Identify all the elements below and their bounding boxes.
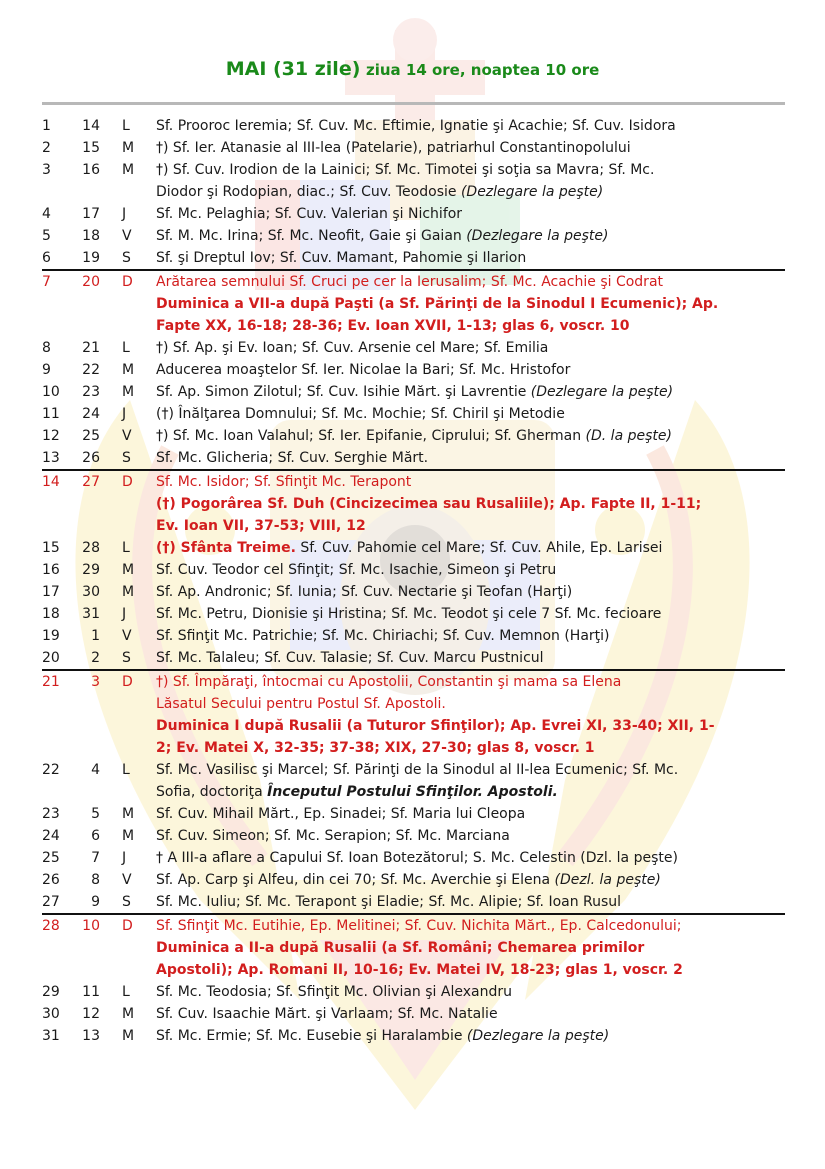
- day-number: 19: [42, 628, 60, 644]
- day-number: 23: [42, 806, 60, 822]
- day-number: 16: [42, 562, 60, 578]
- old-style-day: 13: [82, 1028, 100, 1044]
- old-style-day: 21: [82, 340, 100, 356]
- saints-text: †) Sf. Ap. şi Ev. Ioan; Sf. Cuv. Arsenie cel Mare; Sf. Emilia: [156, 340, 549, 356]
- calendar-row: [42, 759, 785, 803]
- calendar-row: [42, 269, 785, 337]
- day-number: 25: [42, 850, 60, 866]
- weekday: S: [122, 650, 131, 666]
- day-saints: [156, 447, 785, 469]
- saints-text: Sf. Sfinţit Mc. Eutihie, Ep. Melitinei; Sf. Cuv. Nichita Mărt., Ep. Calcedonului;: [156, 918, 682, 934]
- day-number: 30: [42, 1006, 60, 1022]
- weekday: M: [122, 362, 135, 378]
- calendar-row: [42, 159, 785, 203]
- sunday-readings: Duminica I după Rusalii (a Tuturor Sfinţilor); Ap. Evrei XI, 33-40; XII, 1-: [156, 718, 715, 734]
- day-number: 26: [42, 872, 60, 888]
- day-number: 12: [42, 428, 60, 444]
- weekday: V: [122, 428, 132, 444]
- saints-text: Sf. Cuv. Isaachie Mărt. şi Varlaam; Sf. Mc. Natalie: [156, 1006, 498, 1022]
- calendar-row: [42, 981, 785, 1003]
- day-saints: [156, 559, 785, 581]
- saints-text: Sf. Ap. Andronic; Sf. Iunia; Sf. Cuv. Nectarie şi Teofan (Harţi): [156, 584, 573, 600]
- fasting-start-note: Începutul Postului Sfinţilor. Apostoli.: [267, 784, 558, 800]
- day-saints: [156, 537, 785, 559]
- calendar-row: [42, 581, 785, 603]
- weekday: J: [122, 606, 127, 622]
- day-number: 8: [42, 340, 51, 356]
- day-number: 9: [42, 362, 51, 378]
- header-divider: [42, 102, 785, 105]
- day-number: 14: [42, 474, 60, 490]
- day-saints: [156, 869, 785, 891]
- day-saints: [156, 225, 785, 247]
- old-style-day: 6: [91, 828, 100, 844]
- weekday: M: [122, 1006, 135, 1022]
- saints-text: Sf. Sfinţit Mc. Patrichie; Sf. Mc. Chiriachi; Sf. Cuv. Memnon (Harţi): [156, 628, 610, 644]
- old-style-day: 18: [82, 228, 100, 244]
- calendar-row: [42, 203, 785, 225]
- old-style-day: 17: [82, 206, 100, 222]
- day-number: 15: [42, 540, 60, 556]
- day-saints: [156, 671, 785, 759]
- day-night-info: ziua 14 ore, noaptea 10 ore: [365, 61, 600, 79]
- old-style-day: 4: [91, 762, 100, 778]
- saints-text: Sf. Cuv. Pahomie cel Mare; Sf. Cuv. Ahile, Ep. Larisei: [300, 540, 663, 556]
- day-saints: [156, 981, 785, 1003]
- weekday: J: [122, 206, 127, 222]
- day-number: 27: [42, 894, 60, 910]
- saints-text: Sf. Mc. Teodosia; Sf. Sfinţit Mc. Olivian şi Alexandru: [156, 984, 512, 1000]
- saints-text: Sf. Mc. Talaleu; Sf. Cuv. Talasie; Sf. Cuv. Marcu Pustnicul: [156, 650, 544, 666]
- fasting-note: (Dezl. la peşte): [554, 872, 661, 888]
- day-saints: [156, 759, 785, 803]
- day-saints: [156, 403, 785, 425]
- old-style-day: 9: [91, 894, 100, 910]
- day-saints: [156, 1025, 785, 1047]
- calendar-row: [42, 381, 785, 403]
- day-saints: [156, 603, 785, 625]
- calendar-row: [42, 469, 785, 537]
- page-title: [0, 58, 825, 80]
- weekday: V: [122, 228, 132, 244]
- saints-text: †) Sf. Ier. Atanasie al III-lea (Patelarie), patriarhul Constantinopolului: [156, 140, 631, 156]
- old-style-day: 15: [82, 140, 100, 156]
- saints-text: Aducerea moaştelor Sf. Ier. Nicolae la Bari; Sf. Mc. Hristofor: [156, 362, 571, 378]
- day-saints: [156, 647, 785, 669]
- fasting-note: (D. la peşte): [585, 428, 672, 444]
- old-style-day: 12: [82, 1006, 100, 1022]
- day-saints: [156, 115, 785, 137]
- weekday: D: [122, 274, 133, 290]
- day-saints: [156, 581, 785, 603]
- old-style-day: 23: [82, 384, 100, 400]
- saints-text: †) Sf. Cuv. Irodion de la Lainici; Sf. Mc. Timotei şi soţia sa Mavra; Sf. Mc.: [156, 162, 655, 178]
- weekday: S: [122, 250, 131, 266]
- old-style-day: 29: [82, 562, 100, 578]
- feast-name: (†) Sfânta Treime.: [156, 540, 296, 556]
- saints-text: (†) Înălţarea Domnului; Sf. Mc. Mochie; Sf. Chiril şi Metodie: [156, 406, 565, 422]
- saints-text: Sf. Ap. Simon Zilotul; Sf. Cuv. Isihie Mărt. şi Lavrentie: [156, 384, 527, 400]
- day-saints: [156, 381, 785, 403]
- calendar-row: [42, 869, 785, 891]
- old-style-day: 3: [91, 674, 100, 690]
- weekday: D: [122, 674, 133, 690]
- calendar-row: [42, 115, 785, 137]
- calendar-row: [42, 1025, 785, 1047]
- calendar-row: [42, 603, 785, 625]
- weekday: D: [122, 918, 133, 934]
- calendar-row: [42, 825, 785, 847]
- weekday: L: [122, 540, 130, 556]
- calendar-row: [42, 425, 785, 447]
- day-saints: [156, 203, 785, 225]
- calendar-row: [42, 625, 785, 647]
- calendar-row: [42, 559, 785, 581]
- day-saints: [156, 247, 785, 269]
- saints-text-continued: Lăsatul Secului pentru Postul Sf. Apostoli.: [156, 696, 446, 712]
- weekday: D: [122, 474, 133, 490]
- weekday: L: [122, 118, 130, 134]
- calendar-row: [42, 447, 785, 469]
- fasting-note: (Dezlegare la peşte): [466, 228, 609, 244]
- old-style-day: 5: [91, 806, 100, 822]
- old-style-day: 19: [82, 250, 100, 266]
- day-saints: [156, 803, 785, 825]
- old-style-day: 28: [82, 540, 100, 556]
- day-saints: [156, 915, 785, 981]
- weekday: M: [122, 162, 135, 178]
- weekday: V: [122, 628, 132, 644]
- fasting-note: (Dezlegare la peşte): [460, 184, 604, 200]
- day-number: 5: [42, 228, 51, 244]
- saints-text: Sf. Mc. Petru, Dionisie şi Hristina; Sf. Mc. Teodot şi cele 7 Sf. Mc. fecioare: [156, 606, 662, 622]
- sunday-readings: Duminica a VII-a după Paşti (a Sf. Părinţi de la Sinodul I Ecumenic); Ap.: [156, 296, 719, 312]
- calendar-row: [42, 359, 785, 381]
- day-number: 22: [42, 762, 60, 778]
- day-number: 20: [42, 650, 60, 666]
- day-saints: [156, 625, 785, 647]
- fasting-note: (Dezlegare la peşte): [466, 1028, 610, 1044]
- sunday-readings-continued: Ev. Ioan VII, 37-53; VIII, 12: [156, 518, 366, 534]
- day-number: 10: [42, 384, 60, 400]
- calendar-row: [42, 847, 785, 869]
- day-number: 3: [42, 162, 51, 178]
- day-saints: [156, 159, 785, 203]
- saints-text: Sf. Mc. Pelaghia; Sf. Cuv. Valerian şi Nichifor: [156, 206, 463, 222]
- old-style-day: 20: [82, 274, 100, 290]
- day-number: 24: [42, 828, 60, 844]
- day-saints: [156, 471, 785, 537]
- old-style-day: 26: [82, 450, 100, 466]
- day-number: 2: [42, 140, 51, 156]
- calendar-row: [42, 669, 785, 759]
- old-style-day: 22: [82, 362, 100, 378]
- day-number: 28: [42, 918, 60, 934]
- saints-text: Sf. Mc. Iuliu; Sf. Mc. Terapont şi Eladie; Sf. Mc. Alipie; Sf. Ioan Rusul: [156, 894, 622, 910]
- weekday: M: [122, 140, 135, 156]
- fasting-note: (Dezlegare la peşte): [530, 384, 674, 400]
- calendar-row: [42, 337, 785, 359]
- old-style-day: 31: [82, 606, 100, 622]
- sunday-readings-continued: Apostoli); Ap. Romani II, 10-16; Ev. Matei IV, 18-23; glas 1, voscr. 2: [156, 962, 683, 978]
- old-style-day: 7: [91, 850, 100, 866]
- day-saints: [156, 1003, 785, 1025]
- weekday: M: [122, 806, 135, 822]
- old-style-day: 1: [91, 628, 100, 644]
- saints-text: Sf. Mc. Isidor; Sf. Sfinţit Mc. Terapont: [156, 474, 412, 490]
- day-number: 6: [42, 250, 51, 266]
- weekday: J: [122, 850, 127, 866]
- day-number: 18: [42, 606, 60, 622]
- day-number: 1: [42, 118, 51, 134]
- saints-text: Sf. Mc. Glicheria; Sf. Cuv. Serghie Mărt.: [156, 450, 429, 466]
- saints-text: Sf. Cuv. Simeon; Sf. Mc. Serapion; Sf. Mc. Marciana: [156, 828, 510, 844]
- sunday-readings: Duminica a II-a după Rusalii (a Sf. Români; Chemarea primilor: [156, 940, 645, 956]
- old-style-day: 25: [82, 428, 100, 444]
- saints-text: Sf. Cuv. Teodor cel Sfinţit; Sf. Mc. Isachie, Simeon şi Petru: [156, 562, 557, 578]
- calendar-row: [42, 537, 785, 559]
- day-saints: [156, 847, 785, 869]
- day-saints: [156, 271, 785, 337]
- day-saints: [156, 337, 785, 359]
- calendar-row: [42, 403, 785, 425]
- weekday: V: [122, 872, 132, 888]
- saints-text: Sf. Cuv. Mihail Mărt., Ep. Sinadei; Sf. Maria lui Cleopa: [156, 806, 526, 822]
- old-style-day: 10: [82, 918, 100, 934]
- day-number: 21: [42, 674, 60, 690]
- weekday: M: [122, 562, 135, 578]
- weekday: S: [122, 894, 131, 910]
- day-saints: [156, 425, 785, 447]
- weekday: M: [122, 584, 135, 600]
- calendar-row: [42, 803, 785, 825]
- weekday: S: [122, 450, 131, 466]
- sunday-readings-continued: Fapte XX, 16-18; 28-36; Ev. Ioan XVII, 1-13; glas 6, voscr. 10: [156, 318, 630, 334]
- saints-text: Sf. Prooroc Ieremia; Sf. Cuv. Mc. Eftimie, Ignatie şi Acachie; Sf. Cuv. Isidora: [156, 118, 676, 134]
- day-number: 31: [42, 1028, 60, 1044]
- old-style-day: 2: [91, 650, 100, 666]
- saints-text: Sf. Mc. Vasilisc şi Marcel; Sf. Părinţi de la Sinodul al II-lea Ecumenic; Sf. Mc.: [156, 762, 679, 778]
- saints-text: †) Sf. Împăraţi, întocmai cu Apostolii, Constantin şi mama sa Elena: [156, 674, 622, 690]
- saints-text: † A III-a aflare a Capului Sf. Ioan Botezătorul; S. Mc. Celestin (Dzl. la peşte): [156, 850, 678, 866]
- calendar-row: [42, 247, 785, 269]
- saints-text: Sf. M. Mc. Irina; Sf. Mc. Neofit, Gaie şi Gaian: [156, 228, 462, 244]
- day-number: 11: [42, 406, 60, 422]
- old-style-day: 27: [82, 474, 100, 490]
- calendar-row: [42, 137, 785, 159]
- calendar-row: [42, 647, 785, 669]
- weekday: L: [122, 984, 130, 1000]
- day-saints: [156, 891, 785, 913]
- day-saints: [156, 137, 785, 159]
- sunday-readings-continued: 2; Ev. Matei X, 32-35; 37-38; XIX, 27-30; glas 8, voscr. 1: [156, 740, 595, 756]
- saints-text: †) Sf. Mc. Ioan Valahul; Sf. Ier. Epifanie, Ciprului; Sf. Gherman: [156, 428, 582, 444]
- day-number: 13: [42, 450, 60, 466]
- saints-text-continued: Diodor şi Rodopian, diac.; Sf. Cuv. Teodosie: [156, 184, 457, 200]
- sunday-readings: (†) Pogorârea Sf. Duh (Cincizecimea sau Rusaliile); Ap. Fapte II, 1-11;: [156, 496, 702, 512]
- weekday: J: [122, 406, 127, 422]
- weekday: L: [122, 340, 130, 356]
- saints-text-continued: Sofia, doctoriţa: [156, 784, 263, 800]
- calendar-row: [42, 1003, 785, 1025]
- day-number: 4: [42, 206, 51, 222]
- old-style-day: 8: [91, 872, 100, 888]
- saints-text: Sf. Mc. Ermie; Sf. Mc. Eusebie şi Haralambie: [156, 1028, 463, 1044]
- saints-text: Arătarea semnului Sf. Cruci pe cer la Ierusalim; Sf. Mc. Acachie şi Codrat: [156, 274, 664, 290]
- day-number: 29: [42, 984, 60, 1000]
- old-style-day: 16: [82, 162, 100, 178]
- day-number: 17: [42, 584, 60, 600]
- day-number: 7: [42, 274, 51, 290]
- calendar-row: [42, 225, 785, 247]
- calendar-row: [42, 891, 785, 913]
- old-style-day: 30: [82, 584, 100, 600]
- weekday: M: [122, 828, 135, 844]
- day-saints: [156, 359, 785, 381]
- weekday: M: [122, 1028, 135, 1044]
- old-style-day: 24: [82, 406, 100, 422]
- old-style-day: 14: [82, 118, 100, 134]
- saints-text: Sf. şi Dreptul Iov; Sf. Cuv. Mamant, Pahomie şi Ilarion: [156, 250, 527, 266]
- saints-text: Sf. Ap. Carp şi Alfeu, din cei 70; Sf. Mc. Averchie şi Elena: [156, 872, 551, 888]
- old-style-day: 11: [82, 984, 100, 1000]
- weekday: M: [122, 384, 135, 400]
- month-title: MAI (31 zile): [225, 58, 361, 80]
- calendar-table: [42, 115, 785, 1047]
- calendar-row: [42, 913, 785, 981]
- day-saints: [156, 825, 785, 847]
- weekday: L: [122, 762, 130, 778]
